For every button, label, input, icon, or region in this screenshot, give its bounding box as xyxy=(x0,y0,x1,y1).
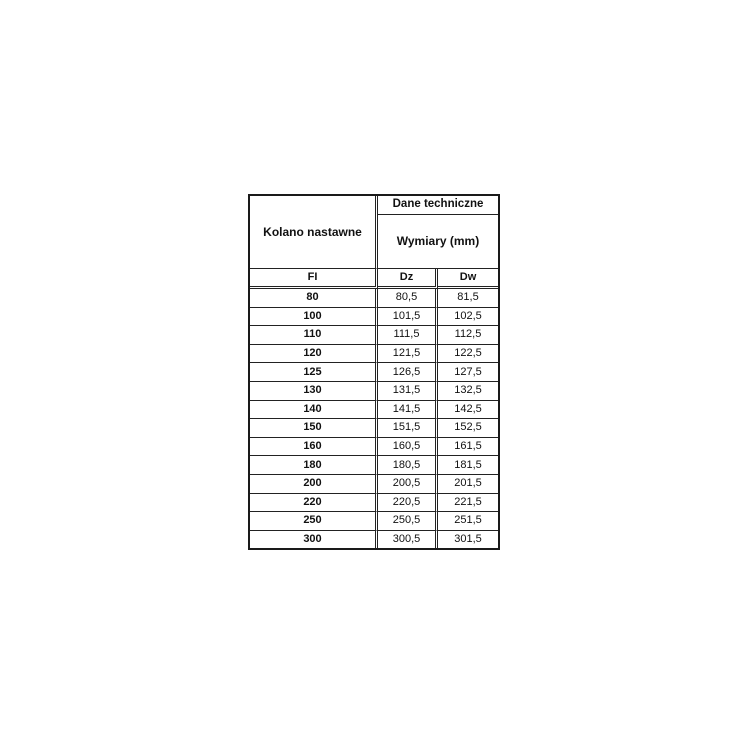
cell-dw: 132,5 xyxy=(438,382,498,401)
table-body xyxy=(250,289,498,548)
cell-fi: 160 xyxy=(250,438,378,457)
product-name-cell: Kolano nastawne xyxy=(250,196,378,269)
cell-fi: 150 xyxy=(250,419,378,438)
cell-fi: 200 xyxy=(250,475,378,494)
table-row xyxy=(250,512,498,531)
cell-dw: 251,5 xyxy=(438,512,498,531)
cell-fi: 130 xyxy=(250,382,378,401)
cell-dz: 121,5 xyxy=(378,345,438,364)
cell-dz: 111,5 xyxy=(378,326,438,345)
cell-dw: 81,5 xyxy=(438,289,498,308)
cell-dw: 102,5 xyxy=(438,308,498,327)
table-row xyxy=(250,438,498,457)
column-header-fi: FI xyxy=(250,269,378,289)
cell-fi: 300 xyxy=(250,531,378,549)
cell-dz: 126,5 xyxy=(378,363,438,382)
table-row xyxy=(250,308,498,327)
cell-fi: 80 xyxy=(250,289,378,308)
cell-dw: 181,5 xyxy=(438,456,498,475)
column-header-dz: Dz xyxy=(378,269,438,289)
cell-dz: 131,5 xyxy=(378,382,438,401)
cell-dw: 201,5 xyxy=(438,475,498,494)
table-row xyxy=(250,531,498,549)
cell-fi: 180 xyxy=(250,456,378,475)
table-row xyxy=(250,456,498,475)
cell-fi: 125 xyxy=(250,363,378,382)
cell-fi: 120 xyxy=(250,345,378,364)
cell-dz: 250,5 xyxy=(378,512,438,531)
table-row xyxy=(250,289,498,308)
cell-fi: 220 xyxy=(250,494,378,513)
group-header-cell: Dane techniczne xyxy=(378,196,498,215)
table-row xyxy=(250,475,498,494)
cell-dw: 127,5 xyxy=(438,363,498,382)
dimensions-header-cell: Wymiary (mm) xyxy=(378,215,498,270)
cell-dz: 200,5 xyxy=(378,475,438,494)
cell-dz: 151,5 xyxy=(378,419,438,438)
cell-dw: 112,5 xyxy=(438,326,498,345)
cell-dw: 122,5 xyxy=(438,345,498,364)
table-row xyxy=(250,401,498,420)
cell-dw: 161,5 xyxy=(438,438,498,457)
table-row xyxy=(250,494,498,513)
cell-dw: 152,5 xyxy=(438,419,498,438)
table-row xyxy=(250,345,498,364)
cell-fi: 100 xyxy=(250,308,378,327)
cell-dz: 141,5 xyxy=(378,401,438,420)
cell-dz: 80,5 xyxy=(378,289,438,308)
cell-dz: 160,5 xyxy=(378,438,438,457)
cell-dz: 180,5 xyxy=(378,456,438,475)
cell-fi: 250 xyxy=(250,512,378,531)
table-row xyxy=(250,363,498,382)
cell-dw: 221,5 xyxy=(438,494,498,513)
table-row xyxy=(250,326,498,345)
cell-dw: 142,5 xyxy=(438,401,498,420)
table-row xyxy=(250,382,498,401)
cell-dz: 220,5 xyxy=(378,494,438,513)
cell-fi: 140 xyxy=(250,401,378,420)
technical-data-table xyxy=(248,194,500,550)
column-header-dw: Dw xyxy=(438,269,498,289)
cell-fi: 110 xyxy=(250,326,378,345)
table-header xyxy=(250,196,498,289)
table-row xyxy=(250,419,498,438)
cell-dw: 301,5 xyxy=(454,533,482,546)
cell-dz: 101,5 xyxy=(378,308,438,327)
cell-dz: 300,5 xyxy=(378,531,438,549)
